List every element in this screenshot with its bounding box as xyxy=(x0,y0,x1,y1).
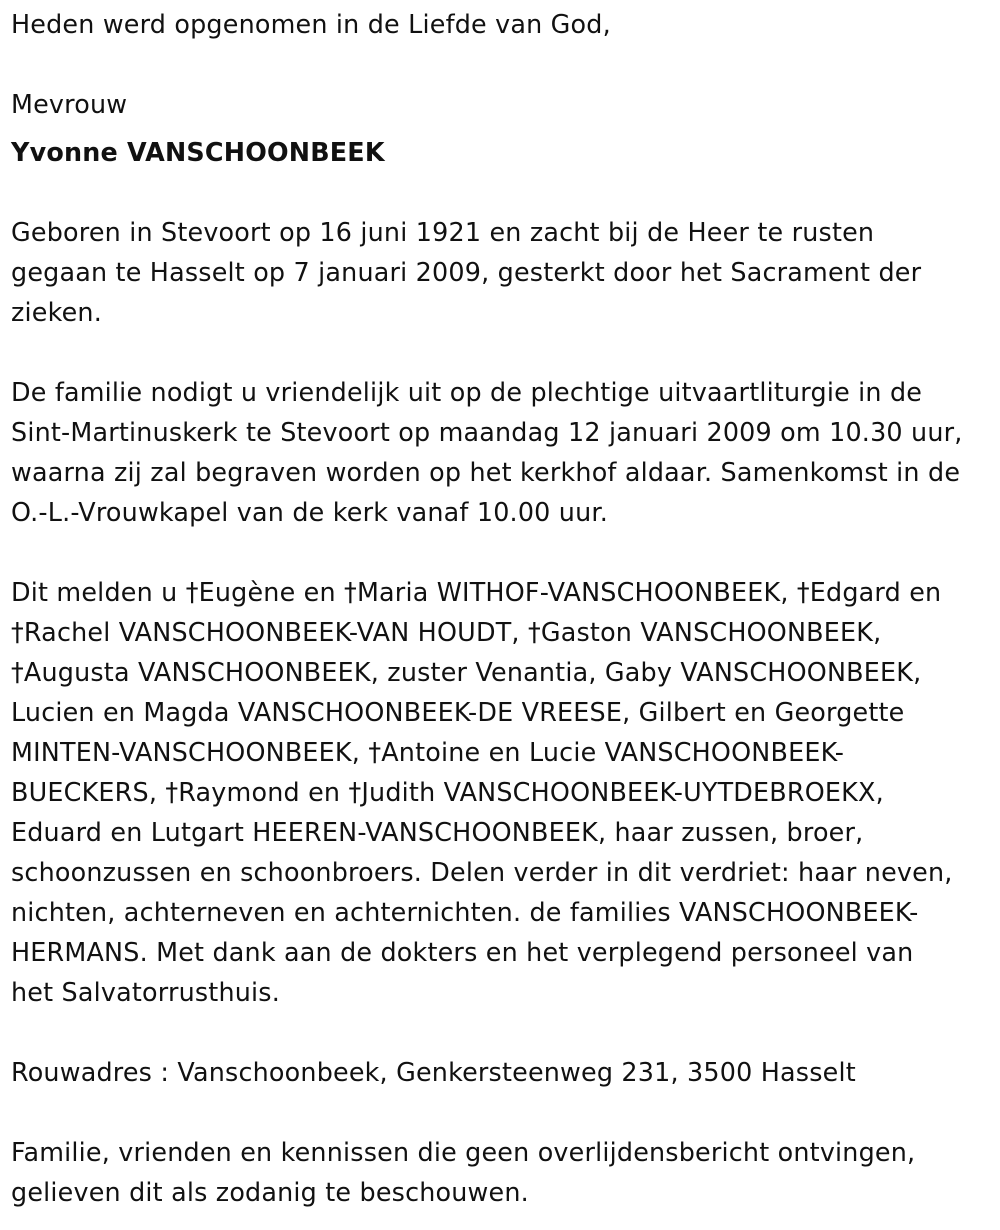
family-line: †Augusta VANSCHOONBEEK, zuster Venantia, Gaby VANSCHOONBEEK, xyxy=(11,657,922,687)
family-line: Lucien en Magda VANSCHOONBEEK-DE VREESE, Gilbert en Georgette xyxy=(11,697,905,727)
name-paragraph xyxy=(11,132,1000,172)
salutation: Mevrouw xyxy=(11,89,128,119)
birth-line: Geboren in Stevoort op 16 juni 1921 en zacht bij de Heer te rusten xyxy=(11,217,875,247)
family-line: het Salvatorrusthuis. xyxy=(11,977,280,1007)
family-line: HERMANS. Met dank aan de dokters en het verplegend personeel van xyxy=(11,937,914,967)
address-paragraph xyxy=(11,1052,1000,1092)
family-line: BUECKERS, †Raymond en †Judith VANSCHOONBEEK-UYTDEBROEKX, xyxy=(11,777,884,807)
family-line: MINTEN-VANSCHOONBEEK, †Antoine en Lucie VANSCHOONBEEK- xyxy=(11,737,845,767)
intro-paragraph xyxy=(11,4,1000,44)
family-line: Eduard en Lutgart HEEREN-VANSCHOONBEEK, haar zussen, broer, xyxy=(11,817,864,847)
intro-line: Heden werd opgenomen in de Liefde van God, xyxy=(11,9,611,39)
family-line: †Rachel VANSCHOONBEEK-VAN HOUDT, †Gaston VANSCHOONBEEK, xyxy=(11,617,882,647)
birth-paragraph xyxy=(11,212,1000,332)
closing-line: gelieven dit als zodanig te beschouwen. xyxy=(11,1177,529,1207)
family-line: nichten, achterneven en achternichten. de families VANSCHOONBEEK- xyxy=(11,897,919,927)
deceased-name: Yvonne VANSCHOONBEEK xyxy=(11,137,385,167)
birth-line: zieken. xyxy=(11,297,102,327)
family-line: Dit melden u †Eugène en †Maria WITHOF-VANSCHOONBEEK, †Edgard en xyxy=(11,577,942,607)
invitation-line: Sint-Martinuskerk te Stevoort op maandag 12 januari 2009 om 10.30 uur, xyxy=(11,417,963,447)
family-line: schoonzussen en schoonbroers. Delen verder in dit verdriet: haar neven, xyxy=(11,857,953,887)
closing-paragraph xyxy=(11,1132,1000,1212)
invitation-line: De familie nodigt u vriendelijk uit op de plechtige uitvaartliturgie in de xyxy=(11,377,923,407)
closing-line: Familie, vrienden en kennissen die geen overlijdensbericht ontvingen, xyxy=(11,1137,916,1167)
salutation-paragraph xyxy=(11,84,1000,124)
invitation-paragraph xyxy=(11,372,1000,532)
invitation-line: waarna zij zal begraven worden op het kerkhof aldaar. Samenkomst in de xyxy=(11,457,961,487)
invitation-line: O.-L.-Vrouwkapel van de kerk vanaf 10.00 uur. xyxy=(11,497,608,527)
family-paragraph xyxy=(11,572,1000,1012)
birth-line: gegaan te Hasselt op 7 januari 2009, gesterkt door het Sacrament der xyxy=(11,257,922,287)
mourning-address: Rouwadres : Vanschoonbeek, Genkersteenweg 231, 3500 Hasselt xyxy=(11,1057,856,1087)
